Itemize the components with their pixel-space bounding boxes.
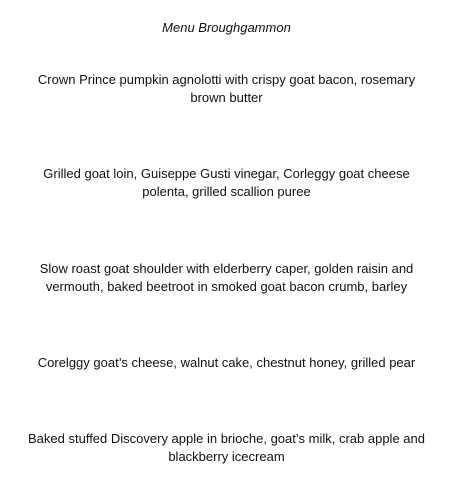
menu-course-3: Slow roast goat shoulder with elderberry caper, golden raisin and vermouth, baked beetroot in smoked goat bacon crumb, barley (39, 261, 414, 294)
menu-course-5: Baked stuffed Discovery apple in brioche, goat’s milk, crab apple and blackberry icecream (28, 431, 425, 464)
menu-title: Menu Broughgammon (162, 20, 291, 35)
menu-course-4: Corelggy goat’s cheese, walnut cake, chestnut honey, grilled pear (37, 355, 416, 370)
menu-course-1: Crown Prince pumpkin agnolotti with crispy goat bacon, rosemary brown butter (37, 72, 416, 105)
menu-course-2: Grilled goat loin, Guiseppe Gusti vinegar, Corleggy goat cheese polenta, grilled scallion puree (43, 166, 410, 199)
